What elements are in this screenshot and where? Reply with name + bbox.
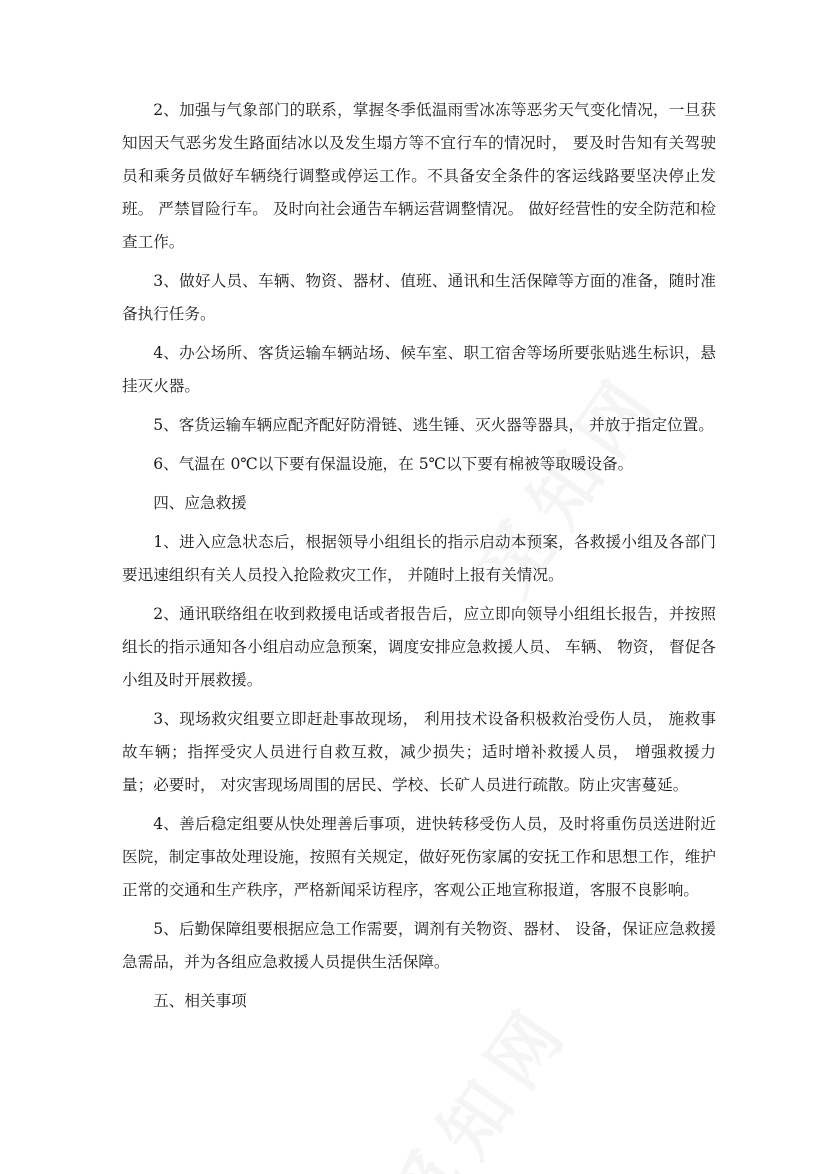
paragraph-item-4: 4、办公场所、客货运输车辆站场、候车室、职工宿舍等场所要张贴逃生标识，悬挂灭火器。 [122,344,716,395]
section-heading-related-matters: 五、相关事项 [153,992,247,1010]
section-heading-emergency-rescue: 四、应急救援 [153,494,247,512]
paragraph-rescue-1: 1、进入应急状态后，根据领导小组组长的指示启动本预案，各救援小组及各部门要迅速组织有关人员投入抢险救灾工作， 并随时上报有关情况。 [122,533,716,584]
paragraph-rescue-2: 2、通讯联络组在收到救援电话或者报告后，应立即向领导小组组长报告，并按照组长的指示通知各小组启动应急预案，调度安排应急救援人员、 车辆、 物资， 督促各小组及时开展救援。 [122,605,716,689]
document-body [122,94,716,1024]
paragraph-item-5: 5、客货运输车辆应配齐配好防滑链、逃生锤、灭火器等器具， 并放于指定位置。 [153,416,714,434]
paragraph-rescue-3: 3、现场救灾组要立即赶赴事故现场， 利用技术设备积极救治受伤人员， 施救事故车辆；指挥受灾人员进行自救互救，减少损失；适时增补救援人员， 增强救援力量；必要时， 对灾害现场周围的居民、学校、长矿人员进行疏散。防止灾害蔓延。 [122,710,716,794]
paragraph-rescue-5: 5、后勤保障组要根据应急工作需要，调剂有关物资、器材、 设备，保证应急救援急需品，并为各组应急救援人员提供生活保障。 [122,920,716,971]
paragraph-item-2: 2、加强与气象部门的联系，掌握冬季低温雨雪冰冻等恶劣天气变化情况，一旦获知因天气恶劣发生路面结冰以及发生塌方等不宜行车的情况时， 要及时告知有关驾驶员和乘务员做好车辆绕行调整或停运工作。不具备安全条件的客运线路要坚决停止发班。 严禁冒险行车。 及时向社会通告车辆运营调整情况。 做好经营性的安全防范和检查工作。 [122,101,716,251]
paragraph-item-3: 3、做好人员、车辆、物资、器材、值班、通讯和生活保障等方面的准备，随时准备执行任务。 [122,272,716,323]
paragraph-item-6: 6、气温在 0℃以下要有保温设施，在 5℃以下要有棉被等取暖设备。 [153,455,634,473]
paragraph-rescue-4: 4、善后稳定组要从快处理善后事项，进快转移受伤人员，及时将重伤员送进附近医院，制定事故处理设施，按照有关规定，做好死伤家属的安抚工作和思想工作，维护正常的交通和生产秩序，严格新闻采访程序，客观公正地宣称报道，客服不良影响。 [122,815,716,899]
